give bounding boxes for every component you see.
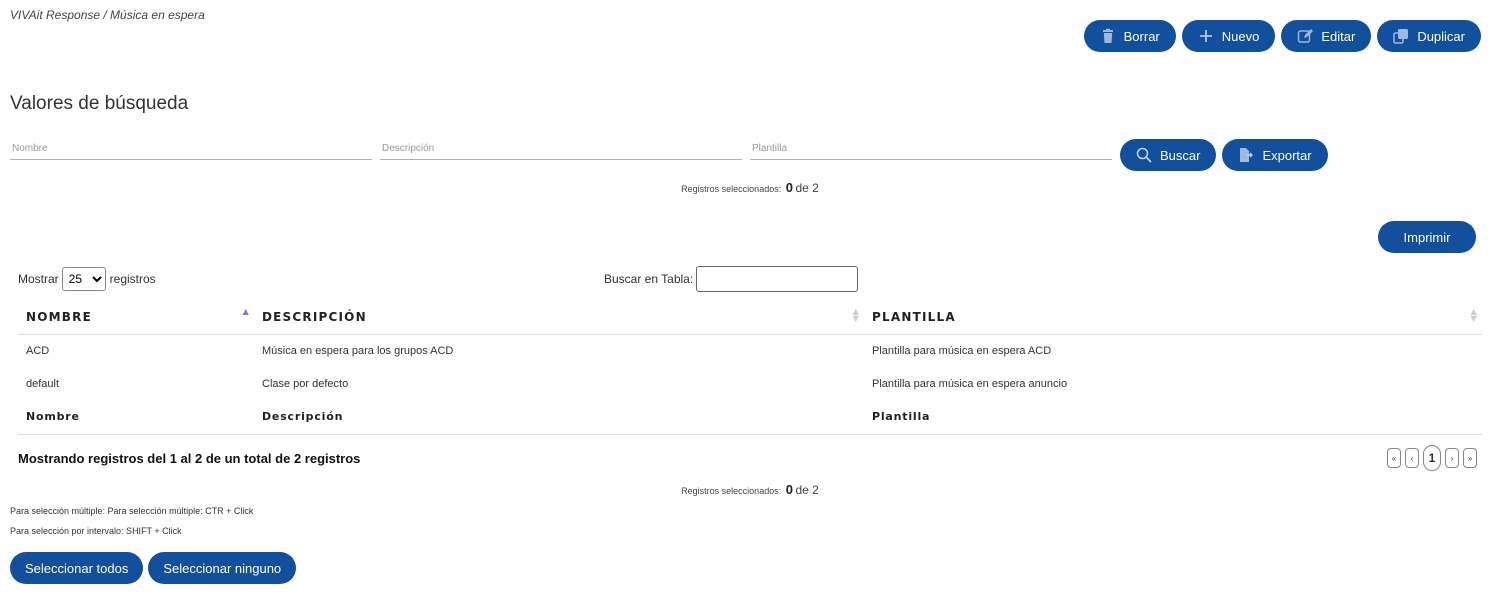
first-page-button[interactable]: « — [1387, 448, 1401, 468]
page-1-button[interactable]: 1 — [1423, 445, 1441, 471]
cell-nombre: ACD — [26, 344, 50, 357]
show-suffix: registros — [109, 272, 156, 286]
column-header-descripcion[interactable]: DESCRIPCIÓN ▲ ▼ — [254, 300, 864, 334]
cell-nombre: default — [26, 377, 60, 390]
edit-icon — [1297, 28, 1313, 44]
trash-icon — [1100, 28, 1116, 44]
sort-asc-icon: ▲ — [242, 307, 250, 316]
export-label: Exportar — [1262, 147, 1312, 163]
export-button[interactable] — [1222, 139, 1327, 171]
search-section-title: Valores de búsqueda — [10, 93, 189, 114]
new-label: Nuevo — [1221, 28, 1260, 44]
cell-descripcion: Música en espera para los grupos ACD — [262, 344, 454, 357]
edit-button[interactable] — [1281, 20, 1371, 52]
descripcion-input[interactable] — [380, 138, 742, 160]
breadcrumb: VIVAit Response / Música en espera — [10, 8, 205, 22]
footer-nombre: Nombre — [18, 400, 254, 434]
table-search-label: Buscar en Tabla: — [604, 272, 694, 286]
range-select-hint: Para selección por intervalo: SHIFT + Click — [10, 526, 182, 536]
prev-page-button[interactable]: ‹ — [1405, 448, 1419, 468]
duplicate-button[interactable] — [1377, 20, 1481, 52]
delete-button[interactable] — [1084, 20, 1176, 52]
cell-plantilla: Plantilla para música en espera ACD — [872, 344, 1052, 357]
multi-select-hint: Para selección múltiple: Para selección múltiple: CTR + Click — [10, 506, 254, 516]
toolbar — [1084, 20, 1481, 52]
copy-icon — [1393, 28, 1409, 44]
table-info: Mostrando registros del 1 al 2 de un total de 2 registros — [18, 451, 361, 466]
search-button[interactable] — [1120, 139, 1216, 171]
selected-count-bottom — [0, 482, 1500, 497]
footer-plantilla: Plantilla — [864, 400, 1482, 434]
file-export-icon — [1238, 147, 1254, 163]
table-search-input[interactable] — [696, 266, 858, 292]
sort-both-icon: ▲ ▼ — [852, 307, 860, 323]
sort-both-icon: ▲ ▼ — [1470, 307, 1478, 323]
footer-descripcion: Descripción — [254, 400, 864, 434]
selected-count-top — [0, 180, 1500, 195]
plantilla-input[interactable] — [750, 138, 1112, 160]
search-fields — [10, 138, 1120, 160]
page-length-select[interactable] — [62, 267, 106, 291]
selected-count-label: Registros seleccionados: — [681, 486, 782, 496]
column-header-plantilla[interactable]: PLANTILLA ▲ ▼ — [864, 300, 1482, 334]
nombre-input[interactable] — [10, 138, 372, 160]
table-row[interactable] — [18, 367, 1482, 400]
table-header-row — [18, 300, 1482, 334]
selected-count-value: 0 — [785, 482, 793, 497]
plus-icon — [1198, 28, 1214, 44]
table-search — [604, 266, 858, 292]
select-all-button[interactable]: Seleccionar todos — [10, 552, 143, 584]
search-actions — [1120, 139, 1328, 171]
page-length-control — [18, 267, 156, 291]
print-button[interactable]: Imprimir — [1378, 221, 1476, 253]
selected-count-total: de 2 — [795, 483, 819, 497]
next-page-button[interactable]: › — [1445, 448, 1459, 468]
delete-label: Borrar — [1123, 28, 1160, 44]
column-header-nombre[interactable]: NOMBRE ▲ — [18, 300, 254, 334]
duplicate-label: Duplicar — [1417, 28, 1465, 44]
music-on-hold-table — [18, 300, 1482, 435]
cell-descripcion: Clase por defecto — [262, 377, 349, 390]
search-label: Buscar — [1160, 147, 1201, 163]
select-none-button[interactable]: Seleccionar ninguno — [148, 552, 296, 584]
last-page-button[interactable]: » — [1463, 448, 1477, 468]
selected-count-label: Registros seleccionados: — [681, 184, 782, 194]
edit-label: Editar — [1321, 28, 1356, 44]
new-button[interactable] — [1182, 20, 1276, 52]
selection-actions — [10, 552, 296, 584]
search-icon — [1136, 147, 1152, 163]
pagination — [1387, 445, 1477, 471]
selected-count-value: 0 — [785, 180, 793, 195]
show-prefix: Mostrar — [18, 272, 59, 286]
table-row[interactable] — [18, 334, 1482, 367]
table-footer-row — [18, 400, 1482, 434]
cell-plantilla: Plantilla para música en espera anuncio — [872, 377, 1068, 390]
selected-count-total: de 2 — [795, 181, 819, 195]
